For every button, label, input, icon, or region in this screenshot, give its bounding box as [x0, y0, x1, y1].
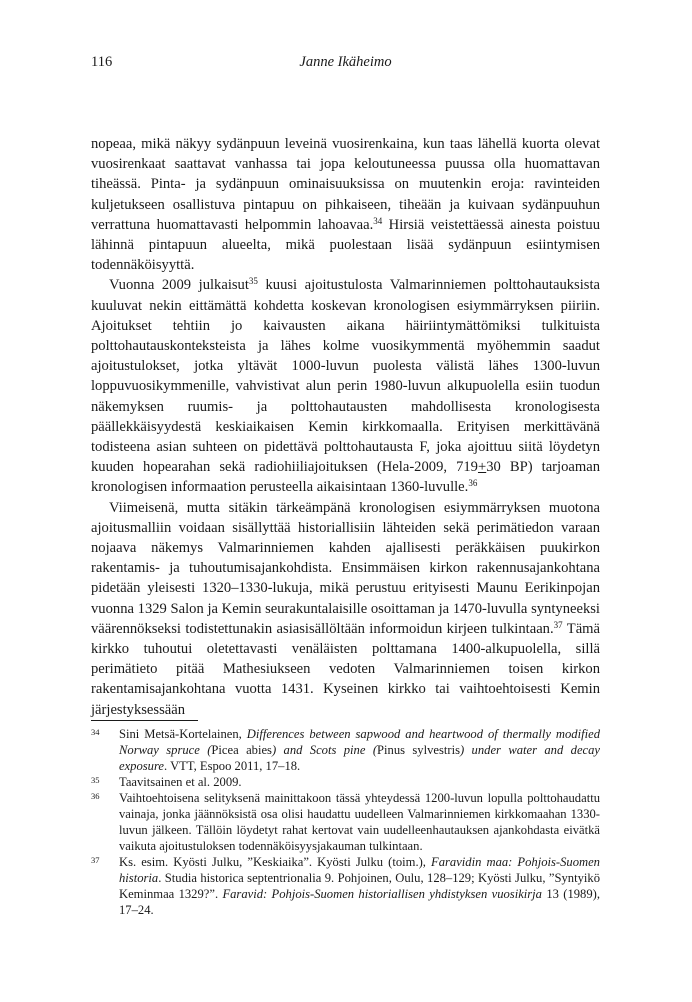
plus-minus-sign: +: [477, 459, 487, 476]
footnote-number: 34: [91, 727, 100, 737]
paragraph-2: Vuonna 2009 julkaisut$^{35}$ kuusi ajoitustulosta Valmarinniemen polttohautauksista kuuluvat nekin eittämättä kohdetta koskevan kronologisen esiymmärryksen piiriin. Ajoitukset tehtiin jo kaivausten aikana häiriintymättömiksi tulkituista polttohautauskonteksteista ja lähes kolme vuosikymmentä myöhemmin saadut ajoitustulokset, jotka yltävät 1000-luvun puolesta välistä lähes 1300-luvun loppuvuosikymmenille, vahvistivat alun perin 1980-luvun alkupuolella esiin tuodun näkemyksen ruumis- ja polttohautausten mahdollisesta kronologisesta päällekkäisyydestä keskiaikaisen Kemin kirkkomaalla. Erityisen merkittävänä todisteena asian suhteen on pidettävä polttohautausta F, joka ajoittuu siitä löydetyn kuuden hopearahan sekä radiohiiliajoituksen (Hela-2009, 719+30 BP) tarjoaman kronologisen informaation perusteella aikaisintaan 1360-luvulle.$^{36}$: [91, 276, 600, 496]
running-header-author: Janne Ikäheimo: [299, 54, 392, 70]
body-text: [91, 134, 600, 720]
paragraph-3: Viimeisenä, mutta sitäkin tärkeämpänä kronologisen esiymmärryksen muotona ajoitusmalliin voidaan sisällyttää historiallisiin lähteiden sekä perimätiedon varaan nojaava näkemys Valmarinniemen kahden ajallisesti peräkkäisen puukirkon rakentamis- ja tuhoutumisajankohdista. Ensimmäisen kirkon rakennusajankohtana pidetään yleisesti 1320–1330-lukuja, mikä perustuu erityisesti Maunu Eerikinpojan vuonna 1329 Salon ja Kemin seurakuntalaisille osoittaman ja 1470-luvulla syntyneeksi väärennökseksi todistettunakin asiasisällöltään informoidun kirjeen tulkintaan.$^{37}$ Tämä kirkko tuhoutui oletettavasti venäläisten polttamana 1400-alkupuolella, sillä perimätieto pitää Mathesiukseen vedoten Valmarinniemen toisen kirkon rakentamisajankohtana vuotta 1431. Kyseinen kirkko tai vaihtoehtoisesti Kemin järjestyksessään: [91, 499, 600, 718]
footnote-ref-35[interactable]: 35: [248, 276, 258, 287]
footnote-ref-34[interactable]: 34: [373, 215, 383, 226]
footnote-number: 36: [91, 791, 100, 801]
footnote-number: 37: [91, 855, 100, 865]
footnote-35: 35 Taavitsainen et al. 2009.: [91, 775, 242, 789]
running-header: [91, 54, 600, 74]
footnote-number: 35: [91, 775, 100, 785]
footnotes: [91, 726, 600, 918]
footnote-37: 37 Ks. esim. Kyösti Julku, ”Keskiaika”. Kyösti Julku (toim.), Faravidin maa: Pohjois-Suomen historia. Studia historica septentrionalia 9. Pohjoinen, Oulu, 128–129; Kyösti Julku, ”Syntyikö Keminmaa 1329?”. Faravid: Pohjois-Suomen historiallisen yhdistyksen vuosikirja 13 (1989), 17–24.: [91, 855, 600, 917]
footnote-36: 36 Vaihtoehtoisena selityksenä mainittakoon tässä yhteydessä 1200-luvun lopulla polttohaudattu vainaja, jonka jäännöksistä osa olisi haudattu uudelleen Valmarinniemen kirkkomaahan 1330-luvun jälkeen. Tällöin löydetyt rahat kertovat vain uudelleenhautauksen ajankohdasta eivätkä vaikuta ajoitustuloksen todennäköisyysjakauman tulkintaan.: [91, 791, 600, 853]
footnote-ref-36[interactable]: 36: [468, 478, 478, 489]
footnote-34: 34 Sini Metsä-Kortelainen, Differences between sapwood and heartwood of thermally modified Norway spruce (Picea abies) and Scots pine (Pinus sylvestris) under water and decay exposure. VTT, Espoo 2011, 17–18.: [91, 727, 601, 773]
footnote-ref-37[interactable]: 37: [553, 619, 563, 630]
paragraph-1: nopeaa, mikä näkyy sydänpuun leveinä vuosirenkaina, kun taas lähellä kuorta olevat vuosirenkaat saattavat vanhassa tai jopa keloutuneessa puussa olla huomattavan tiheässä. Pinta- ja sydänpuun ominaisuuksissa on muutenkin eroja: ravinteiden kuljetukseen osallistuva pintapuu on pihkaiseen, tiheään ja kuivaan sydänpuuhun verrattuna huomattavasti helpommin lahoavaa.$^{34}$ Hirsiä veistettäessä ainesta poistuu lähinnä pintapuun alueelta, mikä puolestaan lisää sydänpuun esiintymisen todennäköisyyttä.: [91, 136, 600, 274]
page-number: 116: [91, 54, 113, 70]
footnote-separator: [91, 720, 198, 721]
